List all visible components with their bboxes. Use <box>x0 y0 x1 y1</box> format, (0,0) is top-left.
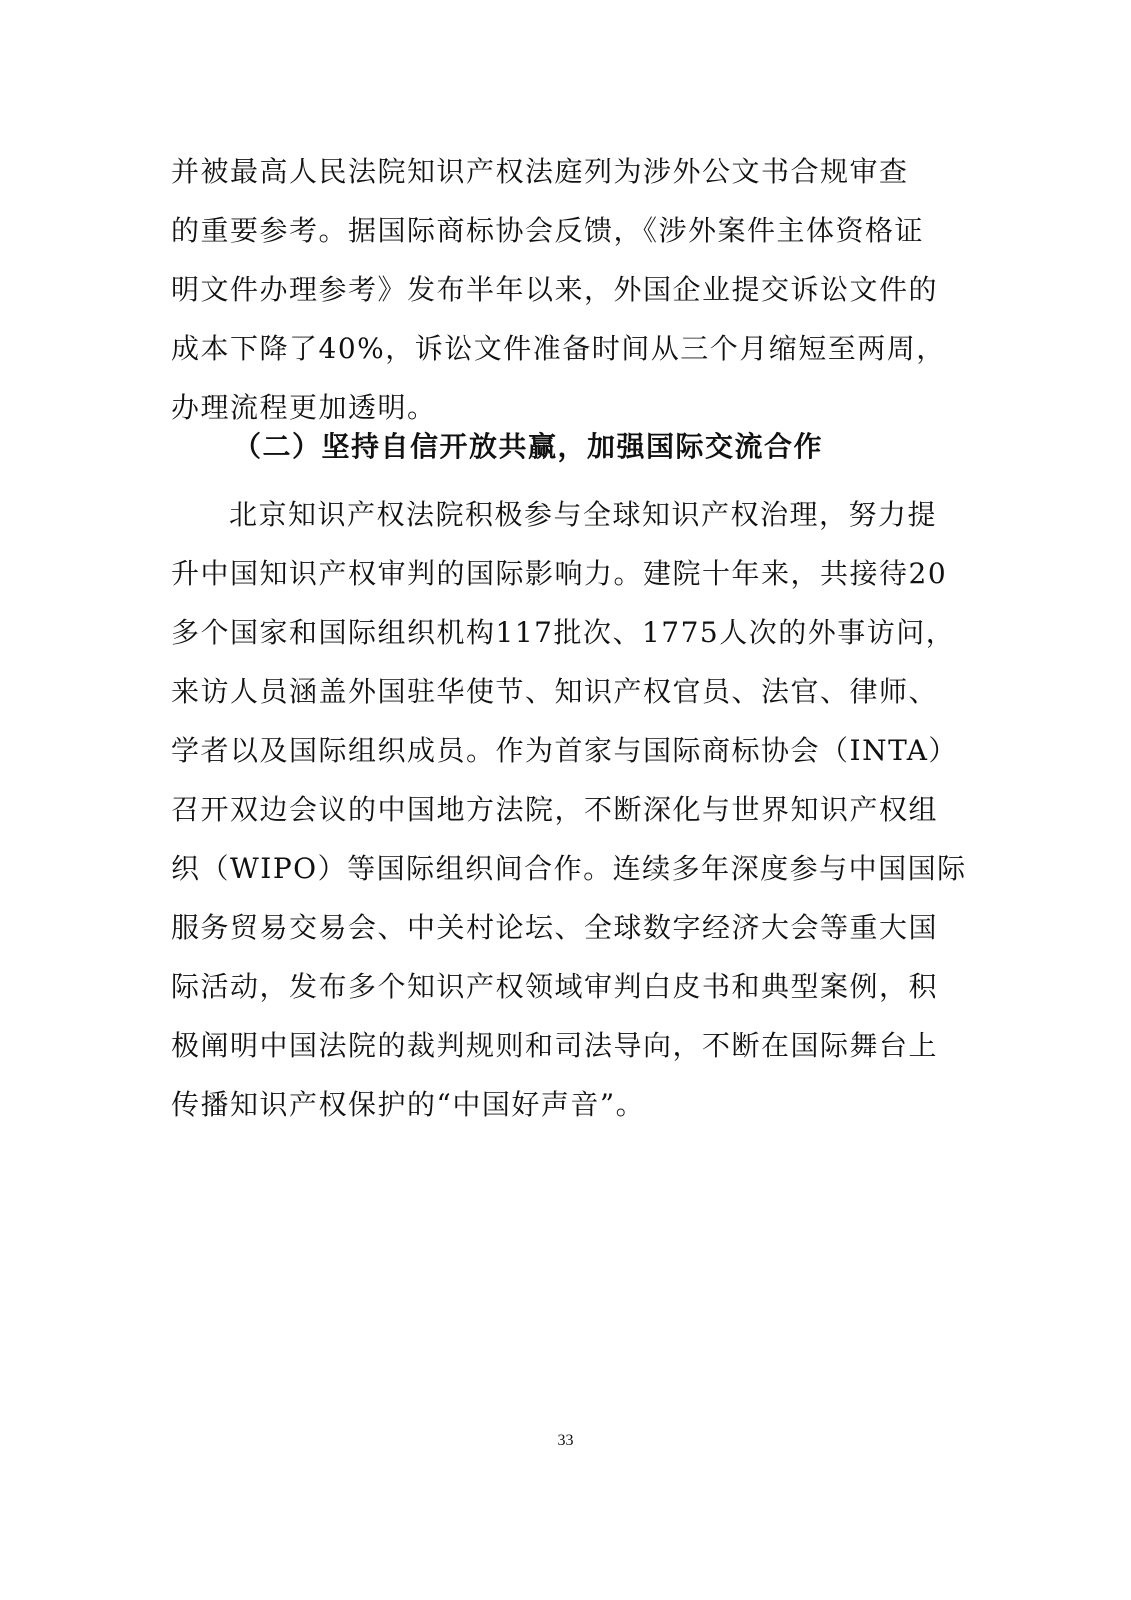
paragraph-line: 的重要参考。据国际商标协会反馈，《涉外案件主体资格证 <box>171 214 925 247</box>
paragraph-line: 办理流程更加透明。 <box>171 391 437 424</box>
paragraph-line: 升中国知识产权审判的国际影响力。建院十年来，共接待20 <box>171 557 948 590</box>
paragraph-line: 多个国家和国际组织机构117批次、1775人次的外事访问， <box>171 616 956 649</box>
paragraph-line: 明文件办理参考》发布半年以来，外国企业提交诉讼文件的 <box>171 273 939 306</box>
paragraph-line: 成本下降了40%，诉讼文件准备时间从三个月缩短至两周， <box>171 332 946 365</box>
paragraph-line: 并被最高人民法院知识产权法庭列为涉外公文书合规审查 <box>171 155 909 188</box>
paragraph-line: 学者以及国际组织成员。作为首家与国际商标协会（INTA） <box>171 734 958 767</box>
paragraph-line: 召开双边会议的中国地方法院，不断深化与世界知识产权组 <box>171 793 939 826</box>
paragraph-line: 际活动，发布多个知识产权领域审判白皮书和典型案例，积 <box>171 970 939 1003</box>
paragraph-line: 服务贸易交易会、中关村论坛、全球数字经济大会等重大国 <box>171 911 939 944</box>
page-number: 33 <box>557 1432 574 1449</box>
paragraph-line: 极阐明中国法院的裁判规则和司法导向，不断在国际舞台上 <box>171 1029 939 1062</box>
paragraph-continued <box>171 142 971 437</box>
section-heading-block <box>171 417 971 476</box>
paragraph-line: 来访人员涵盖外国驻华使节、知识产权官员、法官、律师、 <box>171 675 939 708</box>
paragraph-line: 北京知识产权法院积极参与全球知识产权治理，努力提 <box>229 498 938 531</box>
paragraph-line: 织（WIPO）等国际组织间合作。连续多年深度参与中国国际 <box>171 852 967 885</box>
paragraph-line: 传播知识产权保护的“中国好声音”。 <box>171 1088 646 1121</box>
paragraph-main <box>171 485 971 1134</box>
section-heading: （二）坚持自信开放共赢，加强国际交流合作 <box>233 430 824 463</box>
